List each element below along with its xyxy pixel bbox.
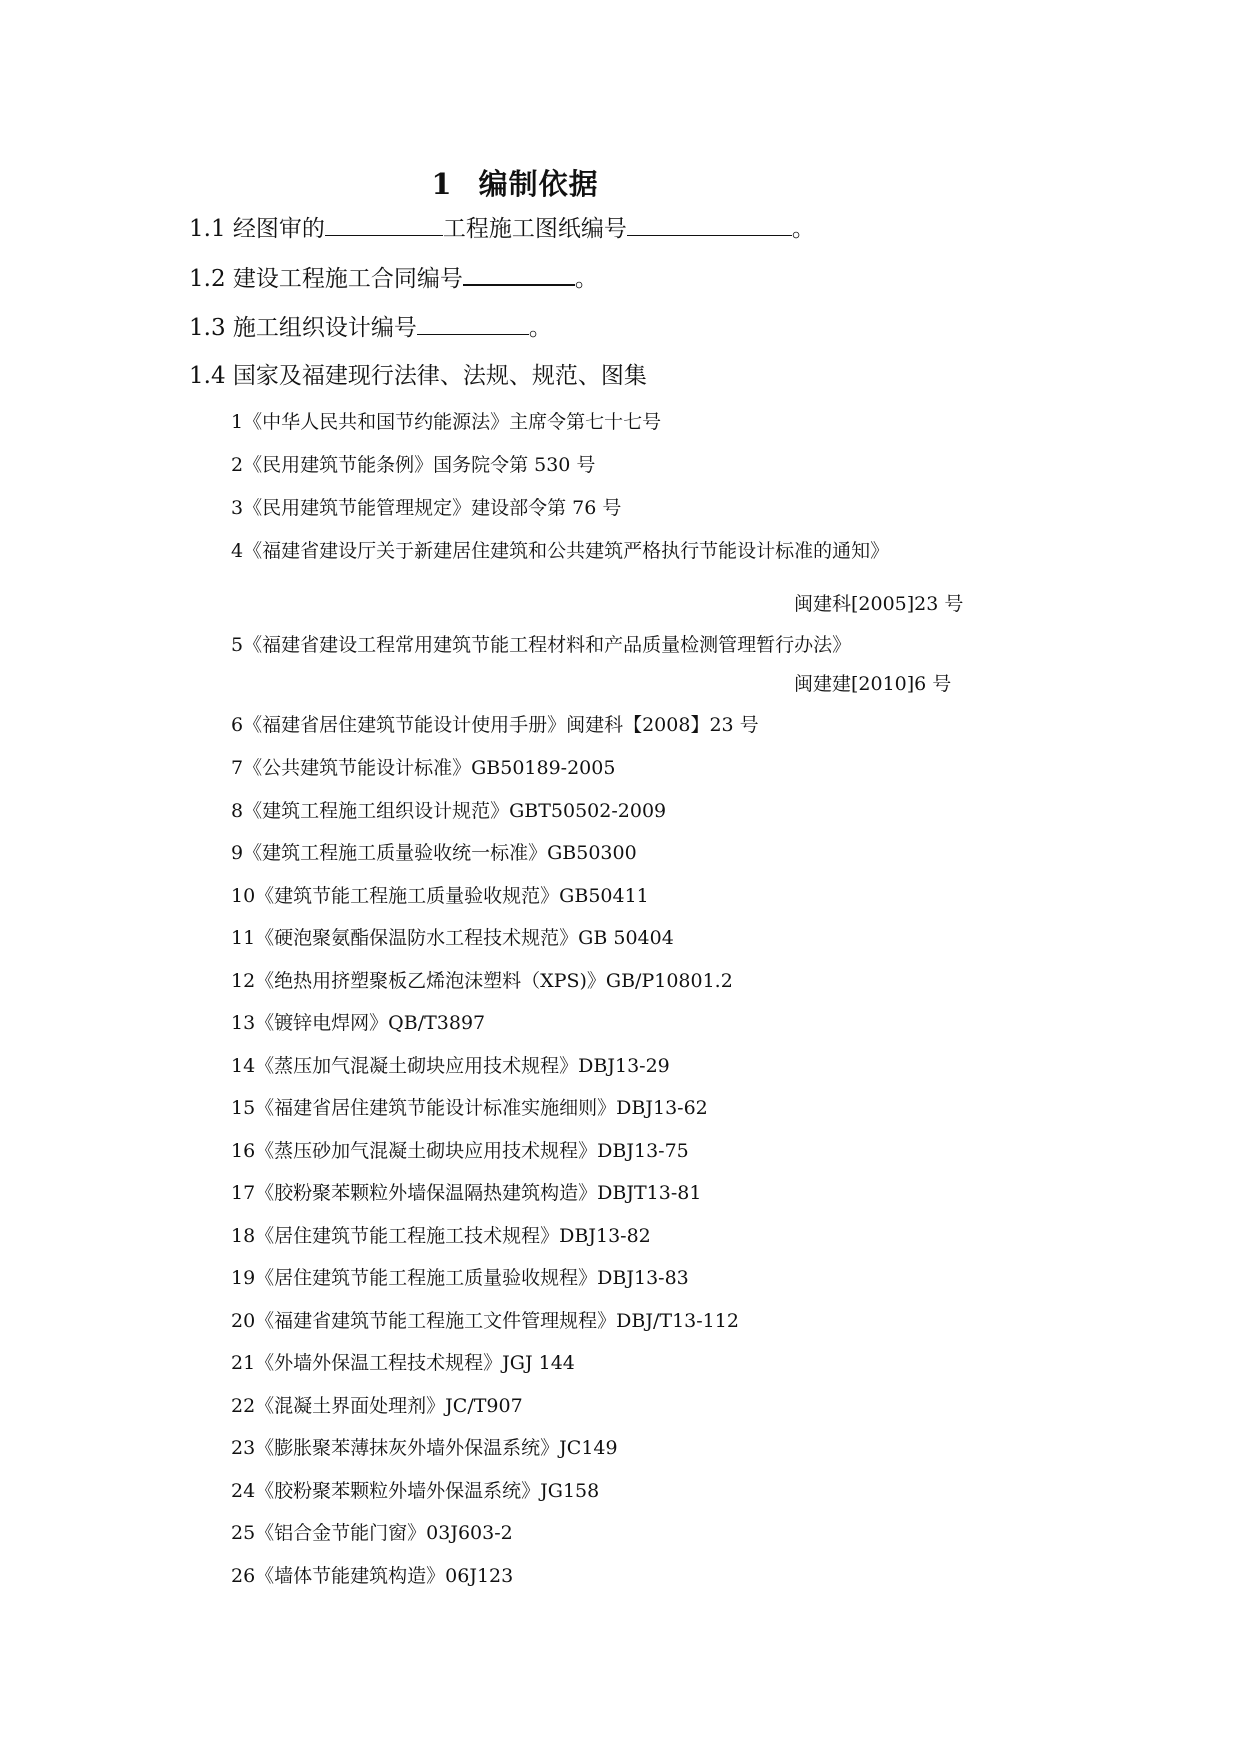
- page-title: [0, 162, 1030, 203]
- reference-item: 6《福建省居住建筑节能设计使用手册》闽建科【2008】23 号: [231, 714, 759, 736]
- title-number: 1: [431, 167, 453, 201]
- section-1-4: 1.4 国家及福建现行法律、法规、规范、图集: [189, 363, 647, 389]
- reference-item: 5《福建省建设工程常用建筑节能工程材料和产品质量检测管理暂行办法》: [231, 634, 852, 656]
- reference-item: 15《福建省居住建筑节能设计标准实施细则》DBJ13-62: [231, 1097, 708, 1119]
- reference-item: 19《居住建筑节能工程施工质量验收规程》DBJ13-83: [231, 1267, 689, 1289]
- contract-number-blank: [463, 264, 575, 286]
- reference-item: 3《民用建筑节能管理规定》建设部令第 76 号: [231, 497, 622, 519]
- reference-item: 7《公共建筑节能设计标准》GB50189-2005: [231, 757, 616, 779]
- reference-item: 24《胶粉聚苯颗粒外墙外保温系统》JG158: [231, 1480, 600, 1502]
- reference-item: 14《蒸压加气混凝土砌块应用技术规程》DBJ13-29: [231, 1055, 670, 1077]
- reference-item: 4《福建省建设厅关于新建居住建筑和公共建筑严格执行节能设计标准的通知》: [231, 540, 890, 562]
- section-1-1-middle: 工程施工图纸编号: [442, 216, 627, 242]
- reference-item: 9《建筑工程施工质量验收统一标准》GB50300: [231, 842, 637, 864]
- title-text: 编制依据: [478, 167, 599, 201]
- reference-item: 20《福建省建筑节能工程施工文件管理规程》DBJ/T13-112: [231, 1310, 739, 1332]
- section-1-1-end: 。: [791, 216, 815, 242]
- reference-item: 12《绝热用挤塑聚板乙烯泡沫塑料（XPS)》GB/P10801.2: [231, 970, 733, 992]
- reference-item: 1《中华人民共和国节约能源法》主席令第七十七号: [231, 411, 662, 433]
- reference-item: 8《建筑工程施工组织设计规范》GBT50502-2009: [231, 800, 667, 822]
- reference-item: 25《铝合金节能门窗》03J603-2: [231, 1522, 513, 1544]
- section-1-3: [189, 313, 552, 343]
- reference-item: 16《蒸压砂加气混凝土砌块应用技术规程》DBJ13-75: [231, 1140, 689, 1162]
- section-1-3-prefix: 1.3 施工组织设计编号: [189, 315, 417, 341]
- reference-item: 23《膨胀聚苯薄抹灰外墙外保温系统》JC149: [231, 1437, 618, 1459]
- section-1-2-prefix: 1.2 建设工程施工合同编号: [189, 266, 463, 292]
- reference-item: 13《镀锌电焊网》QB/T3897: [231, 1012, 486, 1034]
- reference-note: 闽建建[2010]6 号: [794, 673, 952, 695]
- reference-item: 18《居住建筑节能工程施工技术规程》DBJ13-82: [231, 1225, 651, 1247]
- drawing-number-blank: [627, 215, 792, 236]
- section-1-2: [189, 264, 598, 294]
- reference-item: 26《墙体节能建筑构造》06J123: [231, 1565, 514, 1587]
- section-1-1-prefix: 1.1 经图审的: [189, 216, 325, 242]
- reference-note: 闽建科[2005]23 号: [794, 593, 964, 615]
- section-1-2-end: 。: [574, 266, 598, 292]
- design-number-blank: [417, 314, 529, 335]
- reference-item: 22《混凝土界面处理剂》JC/T907: [231, 1395, 523, 1417]
- reference-item: 10《建筑节能工程施工质量验收规范》GB50411: [231, 885, 649, 907]
- reference-item: 21《外墙外保温工程技术规程》JGJ 144: [231, 1352, 575, 1374]
- section-1-1: [189, 214, 815, 244]
- reference-item: 11《硬泡聚氨酯保温防水工程技术规范》GB 50404: [231, 927, 674, 949]
- section-1-3-end: 。: [528, 315, 552, 341]
- reference-item: 17《胶粉聚苯颗粒外墙保温隔热建筑构造》DBJT13-81: [231, 1182, 702, 1204]
- reference-item: 2《民用建筑节能条例》国务院令第 530 号: [231, 454, 596, 476]
- project-name-blank: [325, 215, 443, 236]
